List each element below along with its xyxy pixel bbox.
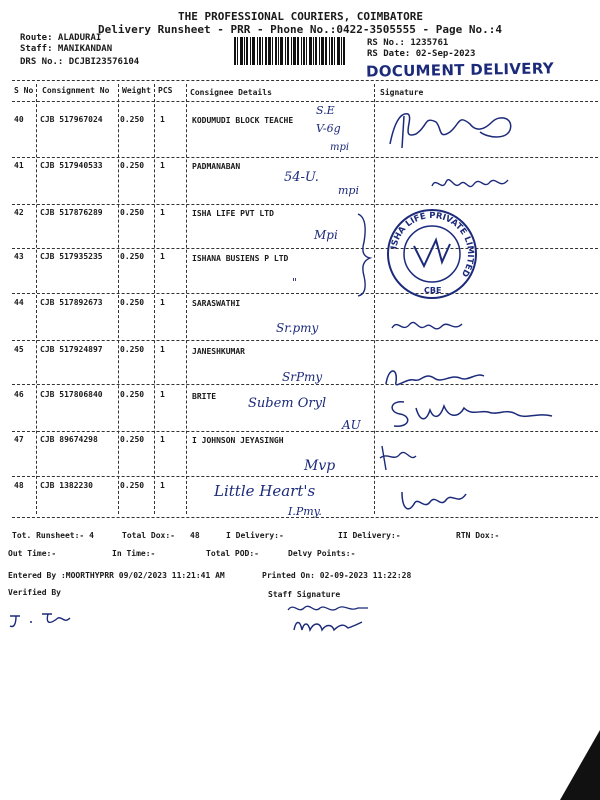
ii-delivery: II Delivery:- [338,531,401,540]
row-weight: 0.250 [120,390,145,399]
row-sno: 41 [14,161,24,170]
drs-number: DRS No.: DCJBI23576104 [20,57,140,67]
row-rule [12,204,598,205]
handwritten-note: AU [342,418,361,432]
total-dox-label: Total Dox:- [122,531,175,540]
row-sno: 42 [14,208,24,217]
handwritten-note: 54-U. [284,170,319,185]
row-consignee: BRITE [192,392,217,401]
handwritten-note: V-6g [316,122,341,135]
row-consignment-no: CJB 517892673 [40,298,103,307]
handwritten-note: mpi [338,184,359,197]
signature-row-45 [380,362,490,392]
row-weight: 0.250 [120,208,145,217]
row-consignment-no: CJB 517967024 [40,115,103,124]
verifier-signature [6,608,76,630]
rs-number: RS No.: 1235761 [367,38,449,48]
out-time: Out Time:- [8,549,57,558]
row-consignment-no: CJB 517806840 [40,390,103,399]
row-sno: 48 [14,481,24,490]
handwritten-note: Mvp [304,458,336,474]
handwritten-note: Mpi [314,228,338,242]
row-pcs: 1 [160,161,165,170]
signature-row-47 [376,440,426,474]
row-consignment-no: CJB 517940533 [40,161,103,170]
row-consignment-no: CJB 517924897 [40,345,103,354]
col-divider [186,84,187,514]
col-pcs: PCS [158,86,173,95]
signature-row-48 [396,484,476,518]
signature-row-46 [380,392,560,432]
row-rule [12,157,598,158]
signature-row-41 [428,170,518,198]
seal-text: ISHA LIFE PRIVATE LIMITED [389,210,476,279]
delvy-points: Delvy Points:- [288,549,356,558]
row-consignment-no: CJB 517876289 [40,208,103,217]
rs-date: RS Date: 02-Sep-2023 [367,49,476,59]
row-sno: 45 [14,345,24,354]
row-pcs: 1 [160,252,165,261]
row-weight: 0.250 [120,298,145,307]
row-consignee: KODUMUDI BLOCK TEACHE [192,116,294,125]
row-consignee: PADMANABAN [192,162,241,171]
rtn-dox: RTN Dox:- [456,531,500,540]
col-sno: S No [14,86,34,95]
col-divider [118,84,119,514]
entered-by: Entered By :MOORTHYPRR 09/02/2023 11:21:41 AM [8,571,225,580]
signature-row-44 [388,314,468,340]
row-pcs: 1 [160,481,165,490]
row-sno: 47 [14,435,24,444]
row-pcs: 1 [160,298,165,307]
col-divider [36,84,37,514]
total-pod: Total POD:- [206,549,259,558]
row-weight: 0.250 [120,481,145,490]
row-rule [12,340,598,341]
row-pcs: 1 [160,208,165,217]
handwritten-note: Sr.pmy [276,321,319,335]
row-consignment-no: CJB 1382230 [40,481,93,490]
row-pcs: 1 [160,390,165,399]
row-weight: 0.250 [120,161,145,170]
printed-on: Printed On: 02-09-2023 11:22:28 [262,571,412,580]
route-label: Route: ALADURAI [20,33,102,43]
row-rule [12,293,598,294]
handwritten-note: I.Pmy. [288,505,322,518]
signature-row-40 [380,104,530,154]
barcode [234,37,362,65]
col-consignee: Consignee Details [190,88,272,97]
row-rule [12,476,598,477]
row-consignee: JANESHKUMAR [192,347,245,356]
verified-by: Verified By [8,588,61,597]
staff-signature-label: Staff Signature [268,590,341,599]
bracket-mark [354,212,374,298]
row-sno: 43 [14,252,24,261]
row-rule [12,248,598,249]
row-consignment-no: CJB 89674298 [40,435,98,444]
col-consignment: Consignment No [42,86,110,95]
row-pcs: 1 [160,345,165,354]
header-bottom-rule [12,101,598,102]
handwritten-note: " [292,276,298,289]
row-consignee: SARASWATHI [192,299,241,308]
row-weight: 0.250 [120,345,145,354]
row-rule [12,384,598,385]
in-time: In Time:- [112,549,156,558]
row-weight: 0.250 [120,435,145,444]
handwritten-note: Little Heart's [214,482,316,500]
company-name: THE PROFESSIONAL COURIERS, COIMBATORE [178,10,424,23]
row-consignee: ISHANA BUSIENS P LTD [192,254,289,263]
row-pcs: 1 [160,435,165,444]
i-delivery: I Delivery:- [226,531,284,540]
total-dox-value: 48 [190,531,200,540]
tot-runsheet: Tot. Runsheet:- 4 [12,531,94,540]
row-weight: 0.250 [120,252,145,261]
col-signature: Signature [380,88,424,97]
row-consignment-no: CJB 517935235 [40,252,103,261]
col-divider [374,84,375,514]
staff-label: Staff: MANIKANDAN [20,44,113,54]
handwritten-note: mpi [330,142,350,153]
row-consignee: I JOHNSON JEYASINGH [192,436,284,445]
scan-corner-shadow [560,730,600,800]
col-divider [154,84,155,514]
col-weight: Weight [122,86,151,95]
runsheet-subtitle: Delivery Runsheet - PRR - Phone No.:0422-3505555 - Page No.:4 [98,23,502,36]
staff-signature [284,600,374,638]
row-pcs: 1 [160,115,165,124]
row-weight: 0.250 [120,115,145,124]
handwritten-note: S.E [316,104,335,117]
row-sno: 40 [14,115,24,124]
header-top-rule [12,80,598,81]
row-consignee: ISHA LIFE PVT LTD [192,209,274,218]
row-sno: 46 [14,390,24,399]
document-delivery-stamp: DOCUMENT DELIVERY [365,59,555,81]
handwritten-note: SrPmy [282,370,323,384]
row-sno: 44 [14,298,24,307]
handwritten-note: Subem Oryl [248,396,327,411]
seal-city: CBE [424,286,442,295]
